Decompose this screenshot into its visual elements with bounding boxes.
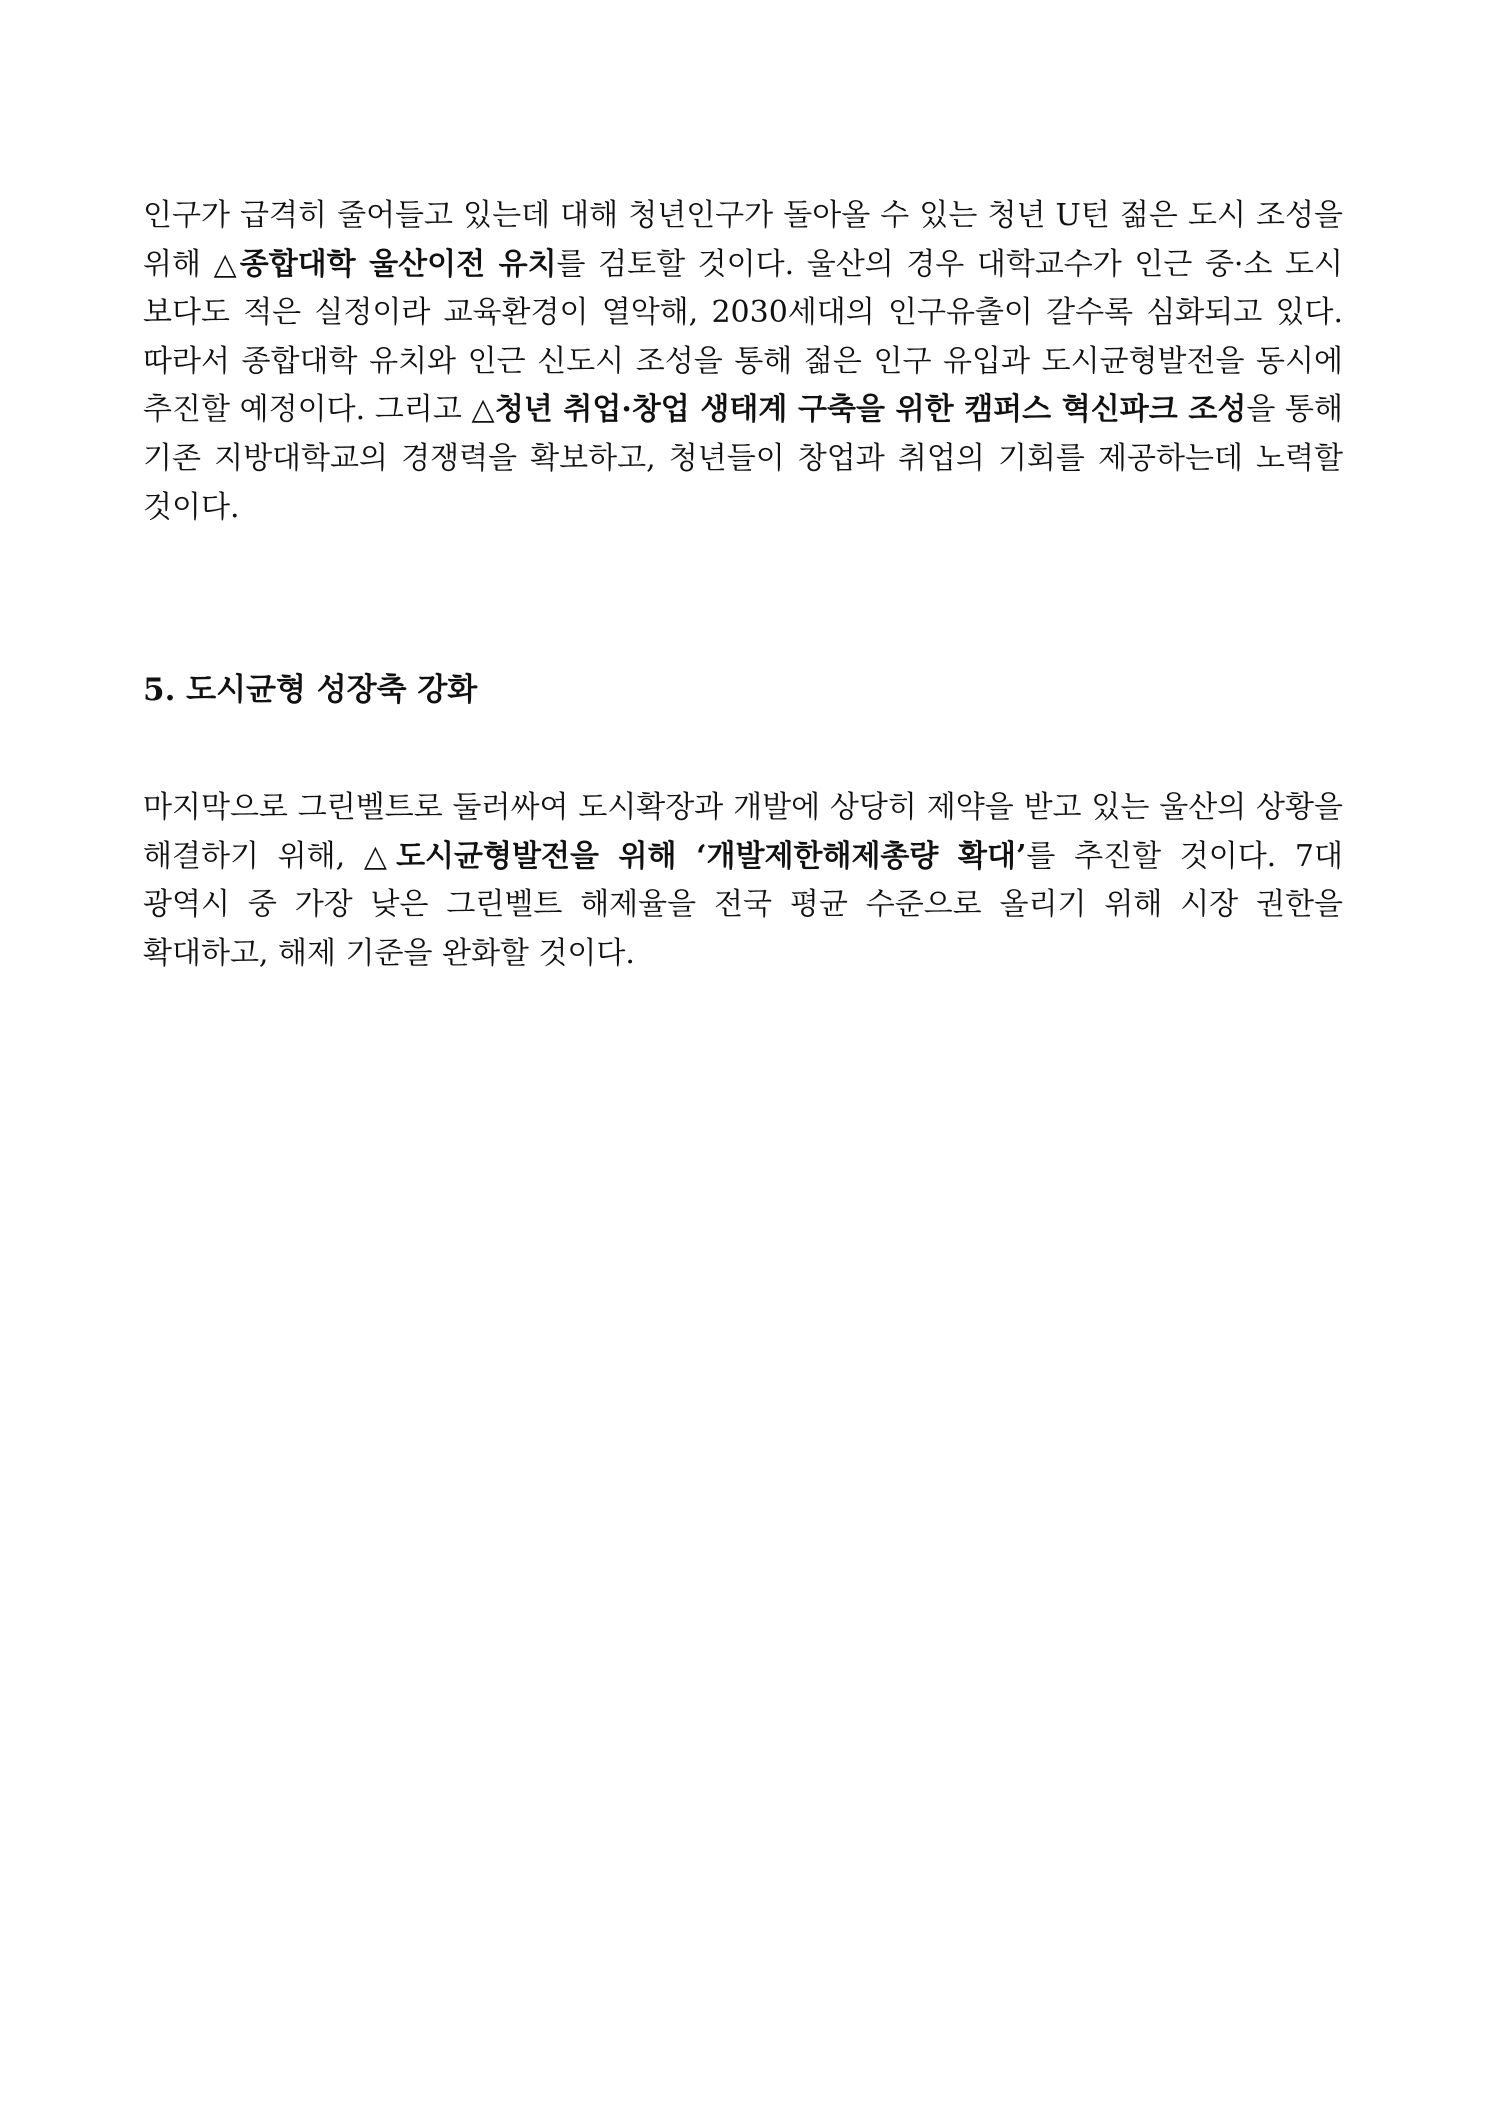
bold-policy-university: △종합대학 울산이전 유치 [213, 246, 557, 282]
paragraph-text: 를 추진할 것이다. 7대 광역시 중 가장 낮은 그린벨트 해제율을 전국 평균 수준으로 올리기 위해 시장 권한을 확대하고, 해제 기준을 완화할 것이다. [143, 838, 1343, 971]
bold-policy-campus-park: △청년 취업·창업 생태계 구축을 위한 캠퍼스 혁신파크 조성 [471, 392, 1247, 428]
paragraph-text: 를 검토할 것이다. 울산의 경우 대학교수가 인근 중·소 도시 보다도 적은 실정이라 교육환경이 열악해, 2030세대의 인구유출이 갈수록 심화되고 있다. 따라서 종합대학 유치와 인근 신도시 조성을 통해 젊은 인구 유입과 도시균형발전을 동시에 추진할 예정이다. 그리고 [143, 246, 1343, 428]
paragraph-text: 마지막으로 그린벨트로 둘러싸여 도시확장과 개발에 상당히 제약을 받고 있는 울산의 상황을 해결하기 위해, [143, 790, 1343, 874]
section-heading: 5. 도시균형 성장축 강화 [143, 672, 478, 708]
document-page [143, 0, 1343, 2105]
body-paragraph-greenbelt [143, 784, 1343, 978]
body-paragraph-youth [143, 192, 1343, 532]
paragraph-text: 인구가 급격히 줄어들고 있는데 대해 청년인구가 돌아올 수 있는 청년 U턴 젊은 도시 조성을 위해 [143, 198, 1343, 282]
bold-policy-greenbelt: △도시균형발전을 위해 ‘개발제한해제총량 확대’ [363, 838, 1027, 874]
paragraph-text: 을 통해 기존 지방대학교의 경쟁력을 확보하고, 청년들이 창업과 취업의 기회를 제공하는데 노력할 것이다. [143, 392, 1343, 525]
